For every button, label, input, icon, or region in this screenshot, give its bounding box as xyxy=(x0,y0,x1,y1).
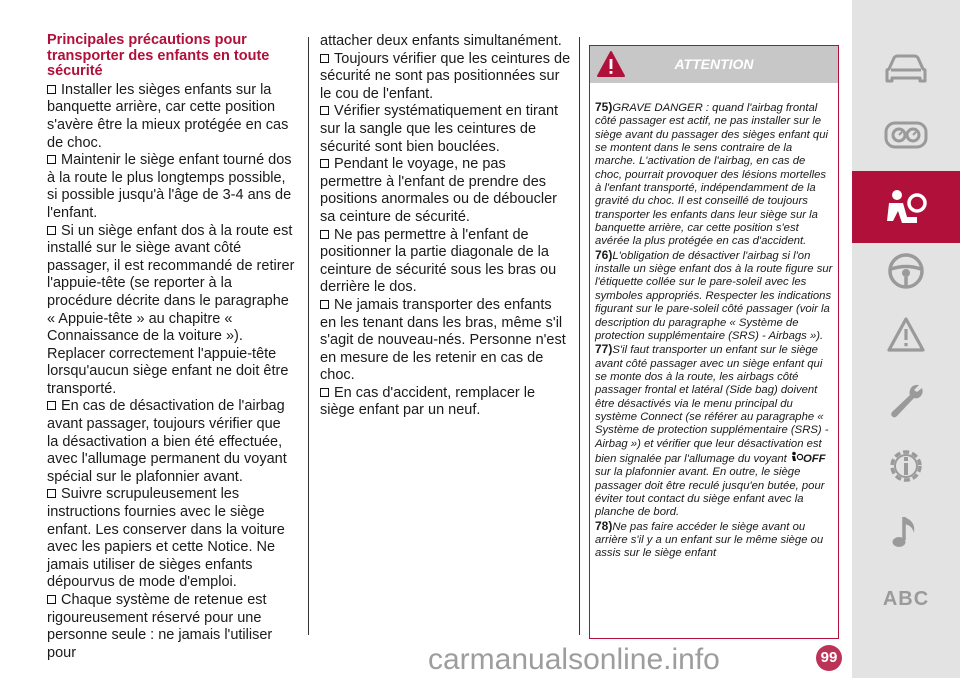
warning-note: 75)GRAVE DANGER : quand l'airbag frontal côté passager est actif, ne pas installer sur le siège avant du passager des sièges enfant qui se montent dans le sens contraire de la marche. L'activation de l'airbag, en cas de choc, pourrait provoquer des lésions mortelles à l'enfant transporté, indépendamment de la gravité du choc. Il est conseillé de toujours transporter les enfants dans leur siège sur la banquette arrière, car cette position s'est avérée la plus protégée en cas d'accident. xyxy=(595,100,829,248)
checkbox-bullet-icon xyxy=(320,106,329,115)
warning-title: ATTENTION xyxy=(674,56,754,72)
checkbox-bullet-icon xyxy=(47,155,56,164)
wrench-icon[interactable] xyxy=(852,365,960,437)
list-item: En cas d'accident, remplacer le siège enfant par un neuf. xyxy=(320,384,536,419)
section-heading: Principales précautions pour transporter des enfants en toute sécurité xyxy=(47,32,270,80)
checkbox-bullet-icon xyxy=(320,159,329,168)
list-item: Toujours vérifier que les ceintures de sécurité ne sont pas positionnées sur le cou de l'enfant. xyxy=(320,50,571,102)
list-item: Si un siège enfant dos à la route est installé sur le siège avant côté passager, il est recommandé de retirer l'appuie-tête (se reporter à la procédure décrite dans le paragraphe « Appuie-tête » au chapitre « Connaissance de la voiture »). Replacer correctement l'appuie-tête lorsqu'aucun siège enfant ne doit être transporté. xyxy=(47,222,295,397)
checkbox-bullet-icon xyxy=(47,401,56,410)
abc-index-link[interactable]: ABC xyxy=(882,587,930,610)
checkbox-bullet-icon xyxy=(320,388,329,397)
dashboard-icon[interactable] xyxy=(852,99,960,171)
column-1 xyxy=(47,33,295,662)
airbag-person-icon[interactable] xyxy=(852,171,960,243)
list-item: Vérifier systématiquement en tirant sur la sangle que les ceintures de sécurité sont bien bouclées. xyxy=(320,103,559,155)
checkbox-bullet-icon xyxy=(320,300,329,309)
page-number: 99 xyxy=(816,645,842,671)
warning-note: 77)S'il faut transporter un enfant sur le siège avant côté passager avec un siège enfant qui se monte dos à la route, les airbags côté passager frontal et latéral (Side bag) doivent être désactivés via le menu principal du système Connect (se référer au paragraphe « Système de protection supplémentaire (SRS) - Airbag ») et vérifier que leur désactivation est bien signalée par l'allumage du voyant OFF sur la plafonnier avant. En outre, le siège passager doit être reculé jusqu'en butée, pour éviter tout contact du siège enfant avec la planche de bord. xyxy=(595,342,829,519)
checkbox-bullet-icon xyxy=(47,85,56,94)
list-item: Pendant le voyage, ne pas permettre à l'enfant de prendre des positions anormales ou de déboucler sa ceinture de sécurité. xyxy=(320,156,557,225)
warning-note: 76)L'obligation de désactiver l'airbag si l'on installe un siège enfant dos à la route figure sur l'étiquette collée sur le pare-soleil avec les symboles appropriés. Respecter les indications figurant sur le pare-soleil côté passager (voir la description du paragraphe « Système de protection supplémentaire (SRS) - Airbags »). xyxy=(595,247,833,342)
steering-wheel-icon[interactable] xyxy=(852,235,960,307)
car-icon[interactable] xyxy=(852,33,960,105)
continuation-text: attacher deux enfants simultanément. xyxy=(320,33,562,49)
list-item: Ne jamais transporter des enfants en les tenant dans les bras, même s'il s'agit de nouveau-nés. Personne n'est en mesure de les retenir en cas de choc. xyxy=(320,296,566,384)
list-item: Installer les sièges enfants sur la banquette arrière, car cette position s'avère être la mieux protégée en cas de choc. xyxy=(47,81,289,151)
checkbox-bullet-icon xyxy=(47,226,56,235)
checkbox-bullet-icon xyxy=(47,489,56,498)
chapter-sidebar xyxy=(852,0,960,678)
column-2 xyxy=(320,33,571,420)
music-note-icon[interactable] xyxy=(852,497,960,569)
info-gear-icon[interactable] xyxy=(852,430,960,502)
airbag-off-icon xyxy=(790,453,803,465)
warning-triangle-icon[interactable] xyxy=(852,299,960,371)
checkbox-bullet-icon xyxy=(320,54,329,63)
list-item: Maintenir le siège enfant tourné dos à la route le plus longtemps possible, si possible jusqu'à l'âge de 3-4 ans de l'enfant. xyxy=(47,152,292,221)
warning-body xyxy=(590,83,838,561)
list-item: Chaque système de retenue est rigoureusement réservé pour une personne seule : ne jamais l'utiliser pour xyxy=(47,592,273,661)
checkbox-bullet-icon xyxy=(320,230,329,239)
off-label: OFF xyxy=(802,452,826,465)
warning-box xyxy=(589,45,839,639)
list-item: Suivre scrupuleusement les instructions fournies avec le siège enfant. Les conserver dans la voiture avec les papiers et cette Notice. Ne jamais utiliser de sièges enfants dépourvus de mode d'emploi. xyxy=(47,486,285,591)
warning-note: 78)Ne pas faire accéder le siège avant ou arrière s'il y a un enfant sur le même siège ou assis sur le siège enfant xyxy=(595,518,824,560)
list-item: Ne pas permettre à l'enfant de positionner la partie diagonale de la ceinture de sécurité sous les bras ou derrière le dos. xyxy=(320,226,557,296)
checkbox-bullet-icon xyxy=(47,595,56,604)
column-divider xyxy=(579,37,580,635)
warning-header xyxy=(590,46,838,83)
column-divider xyxy=(308,37,309,635)
list-item: En cas de désactivation de l'airbag avant passager, toujours vérifier que la désactivation a bien été effectuée, avec l'allumage permanent du voyant spécial sur le plafonnier avant. xyxy=(47,398,287,485)
watermark: carmanualsonline.info xyxy=(428,643,720,676)
